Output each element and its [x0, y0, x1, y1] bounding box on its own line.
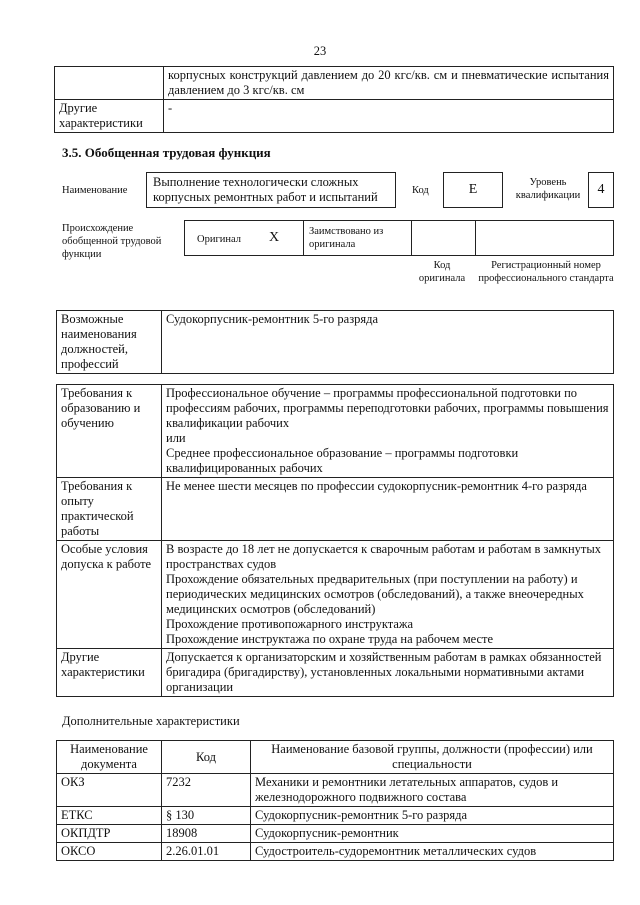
requirements-table [56, 384, 614, 697]
extra-table [56, 740, 614, 861]
positions-table [56, 310, 614, 374]
top-table-empty-cell [55, 67, 164, 100]
requirement-value-conditions: В возрасте до 18 лет не допускается к сварочным работам и работам в замкнутых пространствах судов Прохождение обязательных предварительных (при поступлении на работу) и периодических медицинских осмотров (обследований), а также внеочередных медицинских осмотров (обследований) Прохождение противопожарного инструктажа Прохождение инструктажа по охране труда на рабочем месте [162, 541, 614, 649]
top-table-row2-label: Другие характеристики [55, 100, 164, 133]
positions-label: Возможные наименования должностей, профессий [57, 311, 162, 374]
extra-cell-doc: ЕТКС [57, 807, 162, 825]
table-row [57, 825, 614, 843]
requirement-label-other: Другие характеристики [57, 649, 162, 697]
extra-header-document: Наименование документа [57, 741, 162, 774]
positions-value: Судокорпусник-ремонтник 5-го разряда [162, 311, 614, 374]
section-title: 3.5. Обобщенная трудовая функция [62, 145, 271, 160]
extra-cell-name: Судокорпусник-ремонтник 5-го разряда [251, 807, 614, 825]
extra-cell-doc: ОКСО [57, 843, 162, 861]
extra-header-code: Код [162, 741, 251, 774]
requirement-value-other: Допускается к организаторским и хозяйственным работам в рамках обязанностей бригадира (бригадирству), установленных локальными нормативными актами организации [162, 649, 614, 697]
extra-cell-name: Судостроитель-судоремонтник металлических судов [251, 843, 614, 861]
requirement-label-experience: Требования к опыту практической работы [57, 478, 162, 541]
extra-cell-name: Судокорпусник-ремонтник [251, 825, 614, 843]
extra-header-name: Наименование базовой группы, должности (профессии) или специальности [251, 741, 614, 774]
origin-original-mark: X [269, 230, 280, 245]
origin-reg-caption: Регистрационный номер профессионального стандарта [478, 260, 614, 284]
top-table-row2-value: - [164, 100, 614, 133]
requirement-value-experience: Не менее шести месяцев по профессии судокорпусник-ремонтник 4-го разряда [162, 478, 614, 541]
origin-label: Происхождение обобщенной трудовой функции [62, 223, 162, 260]
origin-divider-2 [411, 221, 412, 255]
func-name-value: Выполнение технологически сложных корпусных ремонтных работ и испытаний [146, 172, 396, 208]
extra-cell-doc: ОКЗ [57, 774, 162, 807]
origin-box [184, 220, 614, 256]
extra-cell-code: § 130 [162, 807, 251, 825]
origin-divider-1 [303, 221, 304, 255]
extra-cell-code: 18908 [162, 825, 251, 843]
func-code-label: Код [412, 185, 429, 196]
extra-cell-name: Механики и ремонтники летательных аппаратов, судов и железнодорожного подвижного состава [251, 774, 614, 807]
origin-code-caption: Код оригинала [418, 260, 466, 284]
table-row [57, 774, 614, 807]
table-row [57, 807, 614, 825]
extra-cell-code: 2.26.01.01 [162, 843, 251, 861]
origin-borrowed-label: Заимствовано из оригинала [309, 226, 384, 250]
extra-cell-doc: ОКПДТР [57, 825, 162, 843]
page-number: 23 [313, 44, 327, 58]
origin-divider-3 [475, 221, 476, 255]
requirement-value-education: Профессиональное обучение – программы профессиональной подготовки по профессиям рабочих, программы переподготовки рабочих, программы повышения квалификации рабочих или Среднее профессиональное образование – программы подготовки квалифицированных рабочих [162, 385, 614, 478]
func-level-value: 4 [588, 172, 614, 208]
top-table [54, 66, 614, 133]
extra-cell-code: 7232 [162, 774, 251, 807]
func-name-label: Наименование [62, 185, 128, 196]
requirement-label-conditions: Особые условия допуска к работе [57, 541, 162, 649]
func-code-value: E [443, 172, 503, 208]
func-level-label: Уровень квалификации [515, 177, 581, 201]
extra-title: Дополнительные характеристики [62, 714, 240, 728]
origin-original-label: Оригинал [197, 234, 241, 245]
top-table-row1-text: корпусных конструкций давлением до 20 кгс/кв. см и пневматические испытания давлением до 3 кгс/кв. см [164, 67, 614, 100]
table-row [57, 843, 614, 861]
requirement-label-education: Требования к образованию и обучению [57, 385, 162, 478]
